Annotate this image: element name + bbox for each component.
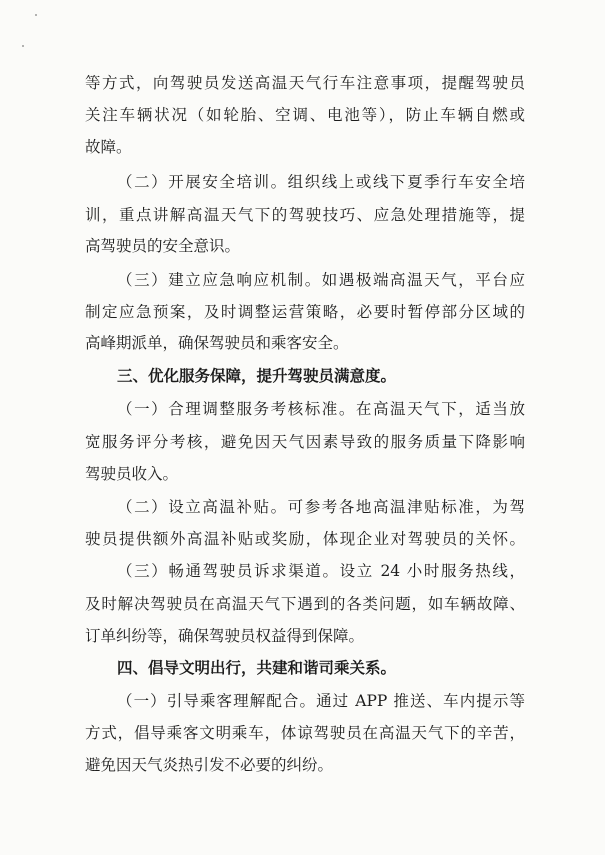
- text-line: 宽服务评分考核，避免因天气因素导致的服务质量下降影响: [85, 433, 525, 451]
- paragraph-start-line: （二）设立高温补贴。可参考各地高温津贴标准，为驾: [117, 498, 525, 516]
- scan-speck: [22, 45, 24, 47]
- paragraph-start-line: （一）引导乘客理解配合。通过 APP 推送、车内提示等: [117, 692, 525, 710]
- text-line: 高峰期派单，确保驾驶员和乘客安全。: [85, 334, 349, 352]
- text-line: 训，重点讲解高温天气下的驾驶技巧、应急处理措施等，提: [85, 206, 525, 224]
- text-line: 高驾驶员的安全意识。: [85, 237, 241, 255]
- text-line: 故障。: [85, 138, 132, 156]
- paragraph-start-line: （一）合理调整服务考核标准。在高温天气下，适当放: [117, 400, 525, 418]
- text-line: 及时解决驾驶员在高温天气下遇到的各类问题，如车辆故障、: [85, 595, 525, 613]
- section-heading: 四、倡导文明出行，共建和谐司乘关系。: [117, 659, 397, 677]
- paragraph-start-line: （三）畅通驾驶员诉求渠道。设立 24 小时服务热线，: [117, 562, 525, 580]
- paragraph-start-line: （二）开展安全培训。组织线上或线下夏季行车安全培: [117, 173, 525, 191]
- text-line: 驾驶员收入。: [85, 465, 179, 483]
- text-line: 方式，倡导乘客文明乘车，体谅驾驶员在高温天气下的辛苦，: [85, 724, 525, 742]
- paragraph-start-line: （三）建立应急响应机制。如遇极端高温天气，平台应: [117, 271, 525, 289]
- text-line: 避免因天气炎热引发不必要的纠纷。: [85, 756, 334, 774]
- section-heading: 三、优化服务保障，提升驾驶员满意度。: [117, 367, 397, 385]
- text-line: 驶员提供额外高温补贴或奖励，体现企业对驾驶员的关怀。: [85, 530, 525, 548]
- text-line: 制定应急预案，及时调整运营策略，必要时暂停部分区域的: [85, 303, 525, 321]
- scan-speck: [35, 14, 37, 16]
- text-line: 等方式，向驾驶员发送高温天气行车注意事项，提醒驾驶员: [85, 74, 525, 92]
- text-line: 订单纠纷等，确保驾驶员权益得到保障。: [85, 627, 365, 645]
- text-line: 关注车辆状况（如轮胎、空调、电池等），防止车辆自燃或: [85, 106, 525, 124]
